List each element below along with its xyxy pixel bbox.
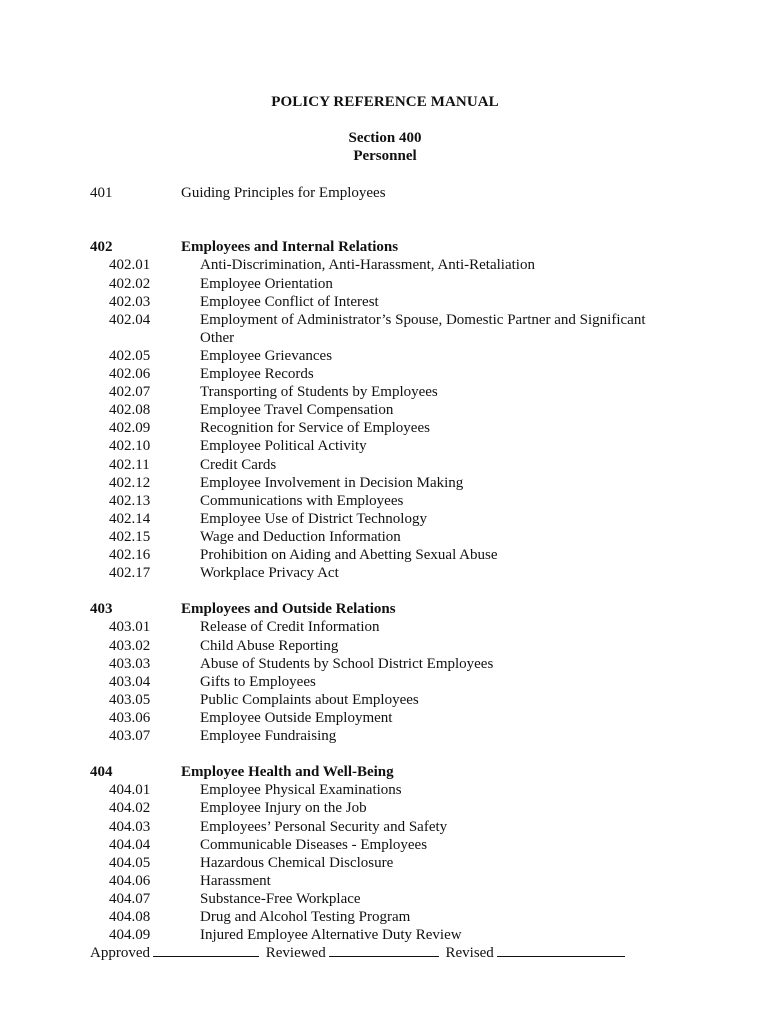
policy-title: Employee Physical Examinations (200, 782, 402, 799)
policy-title: Anti-Discrimination, Anti-Harassment, Anti-Retaliation (200, 257, 535, 274)
policy-number: 402.04 (109, 311, 151, 328)
policy-title: Employee Involvement in Decision Making (200, 474, 464, 491)
policy-title: Employee Use of District Technology (200, 510, 427, 527)
section-label: Section 400 (348, 130, 422, 146)
policy-title: Employee Conflict of Interest (200, 293, 379, 310)
policy-entry (0, 528, 770, 546)
policy-title: Employees and Outside Relations (181, 601, 396, 618)
policy-number: 402.01 (109, 257, 151, 274)
policy-entry (0, 691, 770, 709)
policy-group-entry (0, 184, 770, 202)
policy-number: 403.06 (109, 709, 151, 726)
policy-entry (0, 383, 770, 401)
policy-number: 404.01 (109, 782, 151, 799)
policy-title: Guiding Principles for Employees (181, 185, 386, 201)
policy-title: Injured Employee Alternative Duty Review (200, 927, 462, 944)
policy-entry (0, 546, 770, 564)
policy-title: Substance-Free Workplace (200, 890, 361, 907)
policy-number: 402.16 (109, 547, 151, 563)
policy-number: 402 (90, 239, 113, 256)
policy-entry (0, 256, 770, 274)
policy-entry (0, 799, 770, 817)
policy-title: Public Complaints about Employees (200, 691, 419, 708)
policy-title: Drug and Alcohol Testing Program (200, 909, 411, 925)
policy-number: 402.10 (109, 438, 151, 455)
policy-title: Communications with Employees (200, 492, 404, 509)
policy-group-entry (0, 238, 770, 256)
policy-number: 402.14 (109, 510, 151, 527)
policy-entry (0, 347, 770, 365)
policy-number: 403.05 (109, 691, 151, 708)
policy-entry (0, 293, 770, 311)
policy-entry (0, 437, 770, 455)
manual-title: POLICY REFERENCE MANUAL (271, 94, 499, 110)
policy-entry (0, 474, 770, 492)
policy-title: Employee Travel Compensation (200, 402, 394, 419)
policy-number: 402.05 (109, 347, 151, 364)
policy-title: Communicable Diseases - Employees (200, 836, 428, 853)
policy-title: Employee Health and Well-Being (181, 764, 394, 781)
policy-number: 402.15 (109, 528, 151, 545)
policy-entry (0, 564, 770, 582)
policy-entry (0, 673, 770, 691)
policy-title: Gifts to Employees (200, 673, 316, 690)
policy-title: Other (200, 329, 235, 346)
policy-entry (0, 492, 770, 510)
reviewed-blank[interactable] (329, 942, 439, 957)
policy-title: Workplace Privacy Act (200, 565, 339, 582)
policy-title: Employees’ Personal Security and Safety (200, 818, 448, 835)
revised-blank[interactable] (497, 942, 625, 957)
policy-number: 402.11 (109, 456, 150, 473)
policy-number: 402.13 (109, 492, 151, 509)
policy-number: 402.02 (109, 275, 151, 292)
policy-number: 404.05 (109, 854, 151, 871)
policy-entry (0, 329, 770, 347)
policy-number: 402.06 (109, 366, 151, 382)
policy-number: 404.02 (109, 800, 151, 817)
policy-number: 403.02 (109, 637, 151, 654)
policy-number: 404 (90, 764, 113, 781)
policy-title: Child Abuse Reporting (200, 637, 339, 654)
policy-number: 402.08 (109, 402, 151, 419)
policy-entry (0, 401, 770, 419)
policy-entry (0, 781, 770, 799)
approved-blank[interactable] (153, 942, 259, 957)
policy-title: Employee Records (200, 366, 314, 382)
policy-entry (0, 510, 770, 528)
policy-title: Employee Orientation (200, 275, 333, 292)
revised-label: Revised (445, 945, 494, 961)
policy-title: Recognition for Service of Employees (200, 420, 430, 437)
policy-entry (0, 419, 770, 437)
policy-entry (0, 727, 770, 745)
policy-title: Hazardous Chemical Disclosure (200, 854, 394, 871)
policy-group-entry (0, 763, 770, 781)
policy-entry (0, 637, 770, 655)
policy-entry (0, 890, 770, 908)
approval-footer (90, 942, 628, 962)
policy-number: 403.01 (109, 619, 151, 636)
policy-title: Wage and Deduction Information (200, 528, 401, 545)
policy-entry (0, 365, 770, 383)
policy-number: 404.04 (109, 836, 151, 853)
policy-group-entry (0, 600, 770, 618)
policy-number: 404.08 (109, 909, 151, 925)
policy-title: Credit Cards (200, 456, 277, 473)
approved-label: Approved (90, 945, 150, 961)
policy-number: 401 (90, 185, 113, 201)
policy-title: Employee Injury on the Job (200, 800, 367, 817)
policy-entry (0, 818, 770, 836)
policy-number: 403.07 (109, 728, 151, 744)
policy-entry (0, 872, 770, 890)
policy-entry (0, 908, 770, 926)
policy-number: 403.04 (109, 673, 151, 690)
policy-number: 403 (90, 601, 113, 618)
policy-title: Employee Outside Employment (200, 709, 393, 726)
policy-number: 404.09 (109, 927, 151, 944)
policy-number: 403.03 (109, 655, 151, 672)
policy-title: Prohibition on Aiding and Abetting Sexual Abuse (200, 547, 498, 563)
policy-number: 402.12 (109, 474, 151, 491)
policy-title: Harassment (200, 872, 271, 889)
policy-title: Employee Political Activity (200, 438, 367, 455)
policy-title: Release of Credit Information (200, 619, 380, 636)
policy-number: 402.09 (109, 420, 151, 437)
policy-title: Abuse of Students by School District Employees (200, 655, 494, 672)
policy-number: 402.17 (109, 565, 151, 582)
policy-number: 404.07 (109, 890, 151, 907)
policy-entry (0, 655, 770, 673)
policy-number: 402.07 (109, 384, 151, 401)
policy-entry (0, 854, 770, 872)
policy-number: 404.03 (109, 818, 151, 835)
policy-title: Employment of Administrator’s Spouse, Domestic Partner and Significant (200, 311, 646, 328)
policy-entry (0, 618, 770, 636)
policy-title: Employee Fundraising (200, 728, 337, 744)
reviewed-label: Reviewed (265, 945, 326, 961)
policy-entry (0, 311, 770, 329)
policy-title: Employees and Internal Relations (181, 239, 399, 256)
policy-number: 402.03 (109, 293, 151, 310)
policy-number: 404.06 (109, 872, 151, 889)
policy-entry (0, 836, 770, 854)
section-name: Personnel (353, 148, 417, 164)
policy-title: Employee Grievances (200, 347, 333, 364)
policy-entry (0, 709, 770, 727)
policy-title: Transporting of Students by Employees (200, 384, 438, 401)
policy-entry (0, 275, 770, 293)
policy-entry (0, 456, 770, 474)
